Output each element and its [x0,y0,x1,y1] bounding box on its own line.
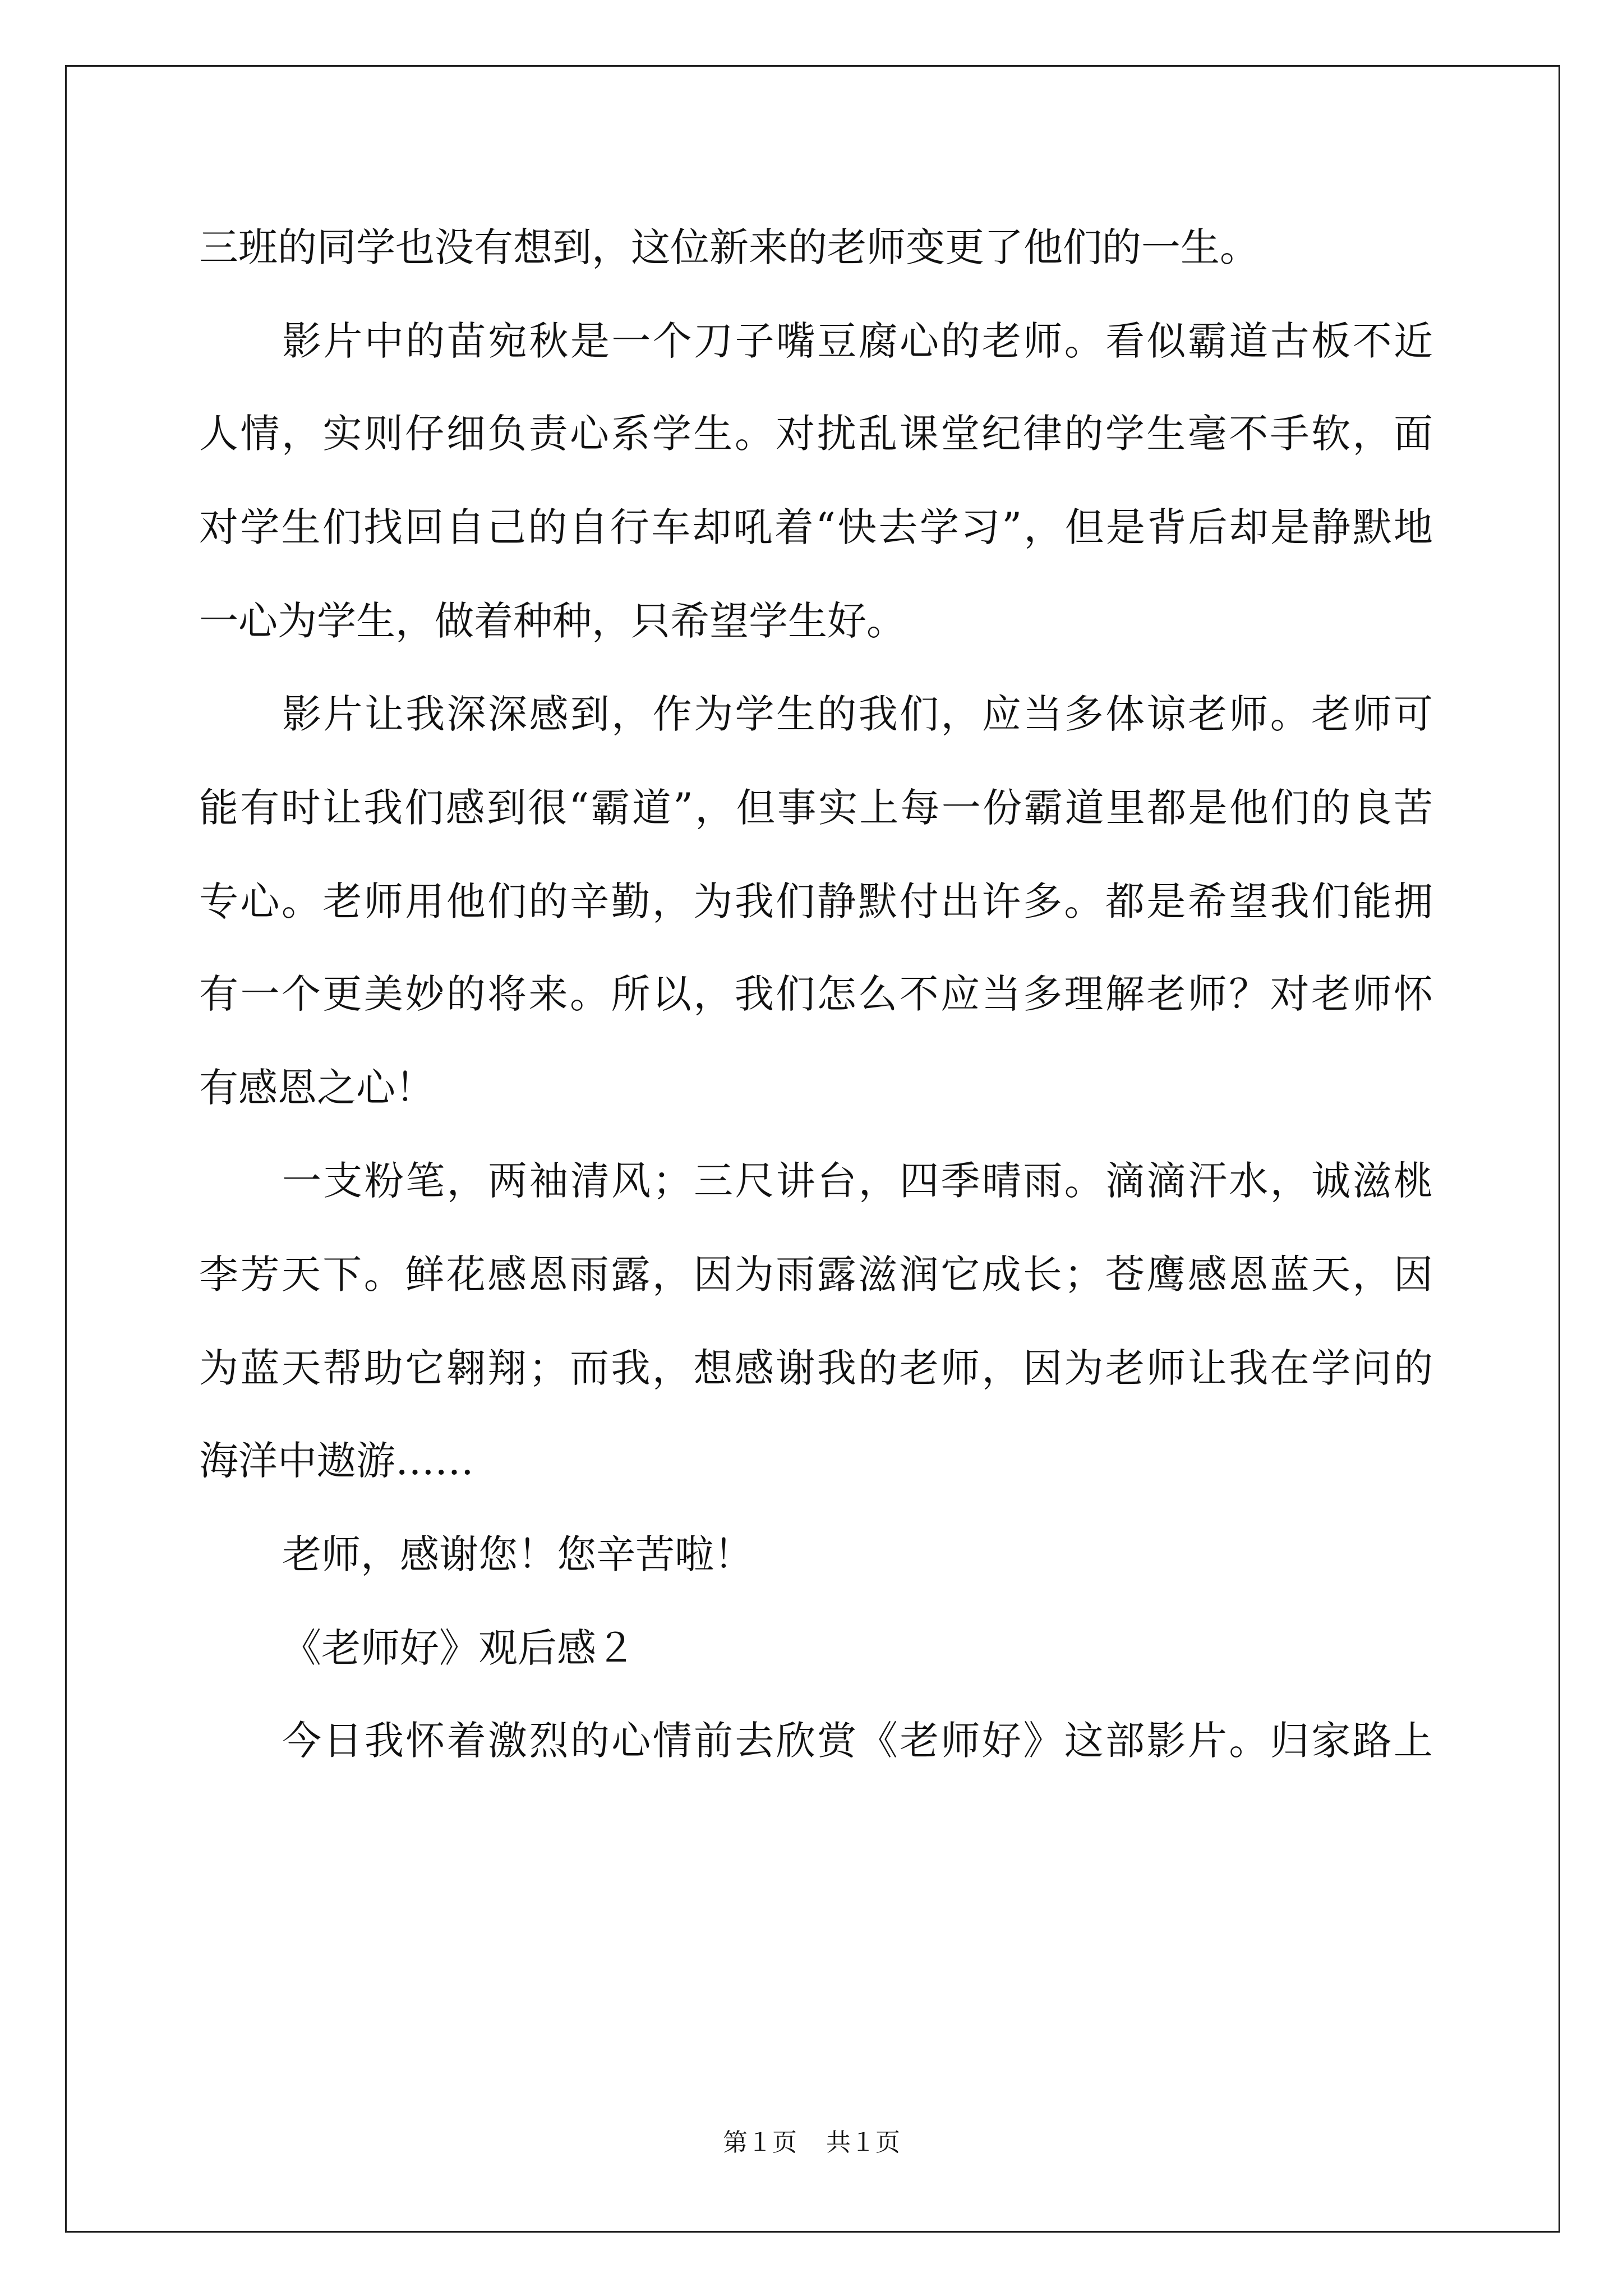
text-line: 有一个更美妙的将来。所以，我们怎么不应当多理解老师？对老师怀 [199,971,1433,1017]
text-line: 专心。老师用他们的辛勤，为我们静默付出许多。都是希望我们能拥 [199,878,1433,924]
page-total: 共１页 [826,2128,900,2157]
text-line: 影片中的苗宛秋是一个刀子嘴豆腐心的老师。看似霸道古板不近 [282,318,1433,364]
text-line: 能有时让我们感到很“霸道”，但事实上每一份霸道里都是他们的良苦 [199,785,1433,831]
text-line: 影片让我深深感到，作为学生的我们，应当多体谅老师。老师可 [282,691,1433,737]
text-line: 有感恩之心！ [199,1065,435,1111]
page-number: 第１页 [723,2128,797,2157]
text-line: 一心为学生，做着种种，只希望学生好。 [199,598,906,644]
text-line: 李芳天下。鲜花感恩雨露，因为雨露滋润它成长；苍鹰感恩蓝天，因 [199,1251,1433,1297]
text-line: 今日我怀着激烈的心情前去欣赏《老师好》这部影片。归家路上 [282,1718,1433,1764]
page-border [65,65,1560,2233]
text-line: 三班的同学也没有想到，这位新来的老师变更了他们的一生。 [199,224,1259,270]
page-footer [0,2126,1623,2160]
text-line: 老师，感谢您！您辛苦啦！ [282,1531,753,1577]
text-line: 海洋中遨游…… [199,1438,474,1484]
section-title: 《老师好》观后感２ [282,1625,635,1671]
text-line: 一支粉笔，两袖清风；三尺讲台，四季晴雨。滴滴汗水，诚滋桃 [282,1158,1433,1204]
text-line: 人情，实则仔细负责心系学生。对扰乱课堂纪律的学生毫不手软，面 [199,411,1433,457]
text-line: 对学生们找回自己的自行车却吼着“快去学习”，但是背后却是静默地 [199,504,1433,550]
text-line: 为蓝天帮助它翱翔；而我，想感谢我的老师，因为老师让我在学问的 [199,1345,1433,1391]
